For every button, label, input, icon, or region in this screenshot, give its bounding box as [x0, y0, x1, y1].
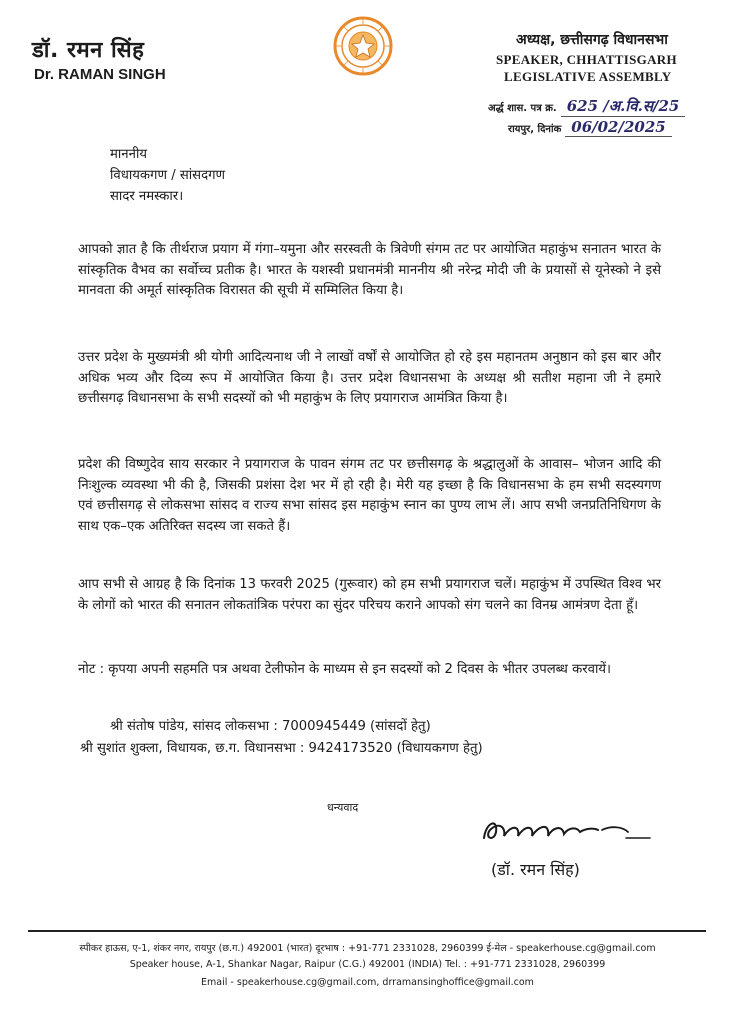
reference-number-row — [488, 96, 685, 117]
salutation-line3: सादर नमस्कार। — [110, 189, 184, 204]
sender-name-hindi: डॉ. रमन सिंह — [32, 38, 145, 63]
paragraph-1: आपको ज्ञात है कि तीर्थराज प्रयाग में गंगा–यमुना और सरस्वती के त्रिवेणी संगम तट पर आयोजित महाकुंभ सनातन भारत के सांस्कृतिक वैभव का सर्वोच्च प्रतीक है। भारत के यशस्वी प्रधानमंत्री माननीय श्री नरेन्द्र मोदी जी के प्रयासों से यूनेस्को ने इसे मानवता की अमूर्त सांस्कृतिक विरासत की सूची में सम्मिलित किया है। — [78, 242, 661, 298]
reference-label: अर्द्ध शास. पत्र क्र. — [488, 103, 557, 114]
salutation-line2: विधायकगण / सांसदगण — [110, 168, 226, 183]
date-row — [508, 118, 672, 137]
note-paragraph: नोट : कृपया अपनी सहमति पत्र अथवा टेलीफोन के माध्यम से इन सदस्यों को 2 दिवस के भीतर उपलब्ध करवायें। — [78, 662, 612, 677]
salutation — [110, 144, 225, 207]
sender-name-english: Dr. RAMAN SINGH — [34, 66, 166, 83]
salutation-line1: माननीय — [110, 147, 148, 162]
signer-name: (डॉ. रमन सिंह) — [491, 860, 580, 879]
office-title-english-line2: LEGISLATIVE ASSEMBLY — [504, 69, 672, 84]
paragraph-3: प्रदेश की विष्णुदेव साय सरकार ने प्रयागराज के पावन संगम तट पर छत्तीसगढ़ के श्रद्धालुओं के आवास– भोजन आदि की निःशुल्क व्यवस्था भी की है, जिसकी प्रशंसा देश भर में हो रही है। मेरी यह इच्छा है कि विधानसभा के हम सभी सदस्यगण एवं छत्तीसगढ़ से लोकसभा सांसद व राज्य सभा सांसद इस महाकुंभ स्नान का पुण्य लाभ लें। आप सभी जनप्रतिनिधिगण के साथ एक–एक अतिरिक्त सदस्य जा सकते हैं। — [78, 457, 661, 534]
paragraph-2: उत्तर प्रदेश के मुख्यमंत्री श्री योगी आदित्यनाथ जी ने लाखों वर्षों से आयोजित हो रहे इस महानतम अनुष्ठान को इस बार और अधिक भव्य और दिव्य रूप में आयोजित किया है। उत्तर प्रदेश विधानसभा के अध्यक्ष श्री सतीश महाना जी ने हमारे छत्तीसगढ़ विधानसभा के सभी सदस्यों को भी महाकुंभ के लिए प्रयागराज आमंत्रित किया है। — [78, 350, 661, 406]
office-title-hindi: अध्यक्ष, छत्तीसगढ़ विधानसभा — [516, 32, 668, 48]
reference-value: 625 /अ.वि.स/25 — [561, 96, 686, 117]
date-label: रायपुर, दिनांक — [508, 124, 562, 135]
paragraph-4: आप सभी से आग्रह है कि दिनांक 13 फरवरी 2025 (गुरूवार) को हम सभी प्रयागराज चलें। महाकुंभ में उपस्थित विश्व भर के लोगों को भारत की सनातन लोकतांत्रिक परंपरा का सुंदर परिचय कराने आपको संग चलने का विनम्र आमंत्रण देता हूँ। — [78, 577, 661, 613]
footer-email: Email - speakerhouse.cg@gmail.com, drramansinghoffice@gmail.com — [201, 977, 534, 988]
footer-address-hindi: स्पीकर हाऊस, ए-1, शंकर नगर, रायपुर (छ.ग.) 492001 (भारत) दूरभाष : +91-771 2331028, 2960399 ई-मेल - speakerhouse.cg@gmail.com — [79, 943, 656, 954]
office-title-english-line1: SPEAKER, CHHATTISGARH — [496, 52, 677, 67]
signature-icon — [476, 808, 656, 850]
contact-santosh-pandey: श्री संतोष पांडेय, सांसद लोकसभा : 7000945449 (सांसदों हेतु) — [110, 719, 431, 734]
footer-divider — [28, 930, 706, 932]
emblem-icon — [333, 16, 393, 76]
thanks-text: धन्यवाद — [327, 801, 359, 814]
date-value: 06/02/2025 — [565, 118, 671, 137]
footer-address-english: Speaker house, A-1, Shankar Nagar, Raipur (C.G.) 492001 (INDIA) Tel. : +91-771 2331028, 2960399 — [129, 959, 606, 970]
contact-sushant-shukla: श्री सुशांत शुक्ला, विधायक, छ.ग. विधानसभा : 9424173520 (विधायकगण हेतु) — [80, 741, 483, 756]
